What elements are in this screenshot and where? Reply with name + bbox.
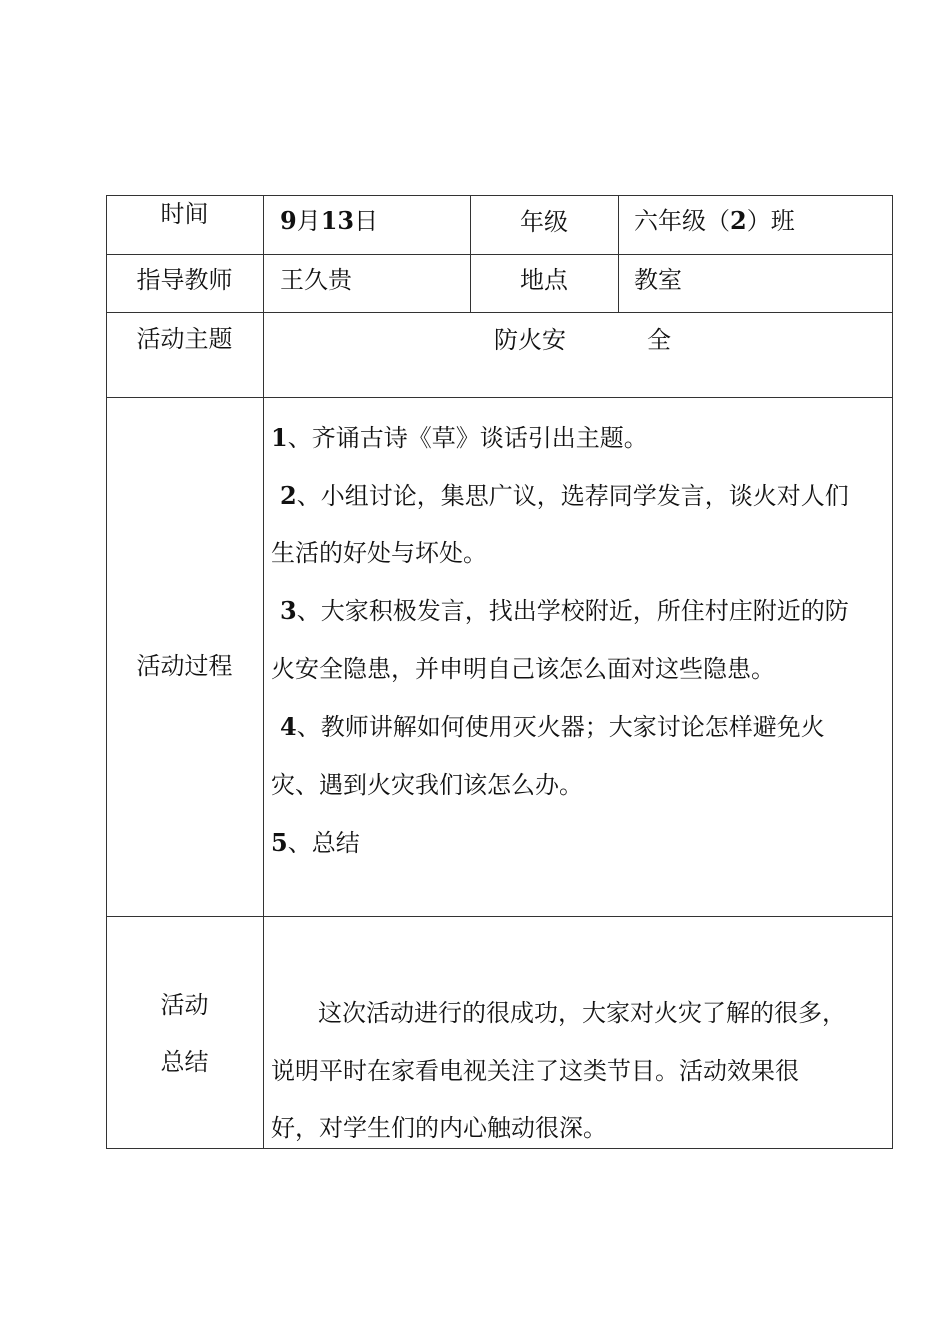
summary-label-line1: 活动 [160,991,209,1019]
activity-record-table [106,195,893,1149]
theme-value-part2: 全 [647,326,671,354]
process-item-number: 4 [280,712,297,741]
process-label: 活动过程 [136,652,233,680]
process-item-2-continued: 生活的好处与坏处。 [271,539,487,567]
summary-text-line2: 说明平时在家看电视关注了这类节目。活动效果很 [271,1057,799,1085]
process-item-5 [271,828,360,858]
grade-label: 年级 [520,208,568,236]
grade-suffix: ）班 [746,207,795,235]
date-month-number: 9 [280,206,297,235]
summary-text-line1: 这次活动进行的很成功，大家对火灾了解的很多， [318,999,846,1027]
process-item-2 [280,481,849,511]
theme-value-part1: 防火安 [494,326,566,354]
process-item-text: 、教师讲解如何使用灭火器；大家讨论怎样避免火 [296,713,825,741]
process-item-text: 、大家积极发言，找出学校附近，所住村庄附近的防 [296,597,849,625]
row-divider [106,312,893,313]
row-divider [106,254,893,255]
process-item-text: 、齐诵古诗《草》谈话引出主题。 [287,424,648,452]
teacher-value: 王久贵 [280,266,352,294]
place-value: 教室 [634,266,682,294]
date-month-char: 月 [296,207,321,235]
row-divider [106,397,893,398]
process-item-4 [280,712,825,742]
grade-value [634,206,795,236]
date-day-number: 13 [320,206,355,235]
table-border-bottom [106,1148,893,1149]
table-border-right [892,195,893,1149]
grade-class-number: 2 [730,206,747,235]
grade-prefix: 六年级（ [634,207,730,235]
process-item-number: 5 [271,828,288,857]
column-divider [618,195,619,313]
process-item-1 [271,423,648,453]
summary-text-line3: 好，对学生们的内心触动很深。 [271,1114,607,1142]
process-item-3-continued: 火安全隐患，并申明自己该怎么面对这些隐患。 [271,655,775,683]
process-item-number: 1 [271,423,288,452]
process-item-number: 3 [280,596,297,625]
column-divider [263,195,264,1149]
row-divider [106,916,893,917]
process-item-text: 、小组讨论，集思广议，选荐同学发言，谈火对人们 [296,482,849,510]
teacher-label: 指导教师 [136,266,233,294]
process-item-text: 、总结 [287,829,360,857]
process-item-4-continued: 灾、遇到火灾我们该怎么办。 [271,771,583,799]
summary-label-line2: 总结 [160,1048,209,1076]
place-label: 地点 [520,266,568,294]
process-item-3 [280,596,849,626]
time-label: 时间 [160,200,209,228]
table-border-top [106,195,893,196]
date-day-char: 日 [354,207,379,235]
date-value [280,206,378,236]
process-item-number: 2 [280,481,297,510]
theme-label: 活动主题 [136,325,233,353]
